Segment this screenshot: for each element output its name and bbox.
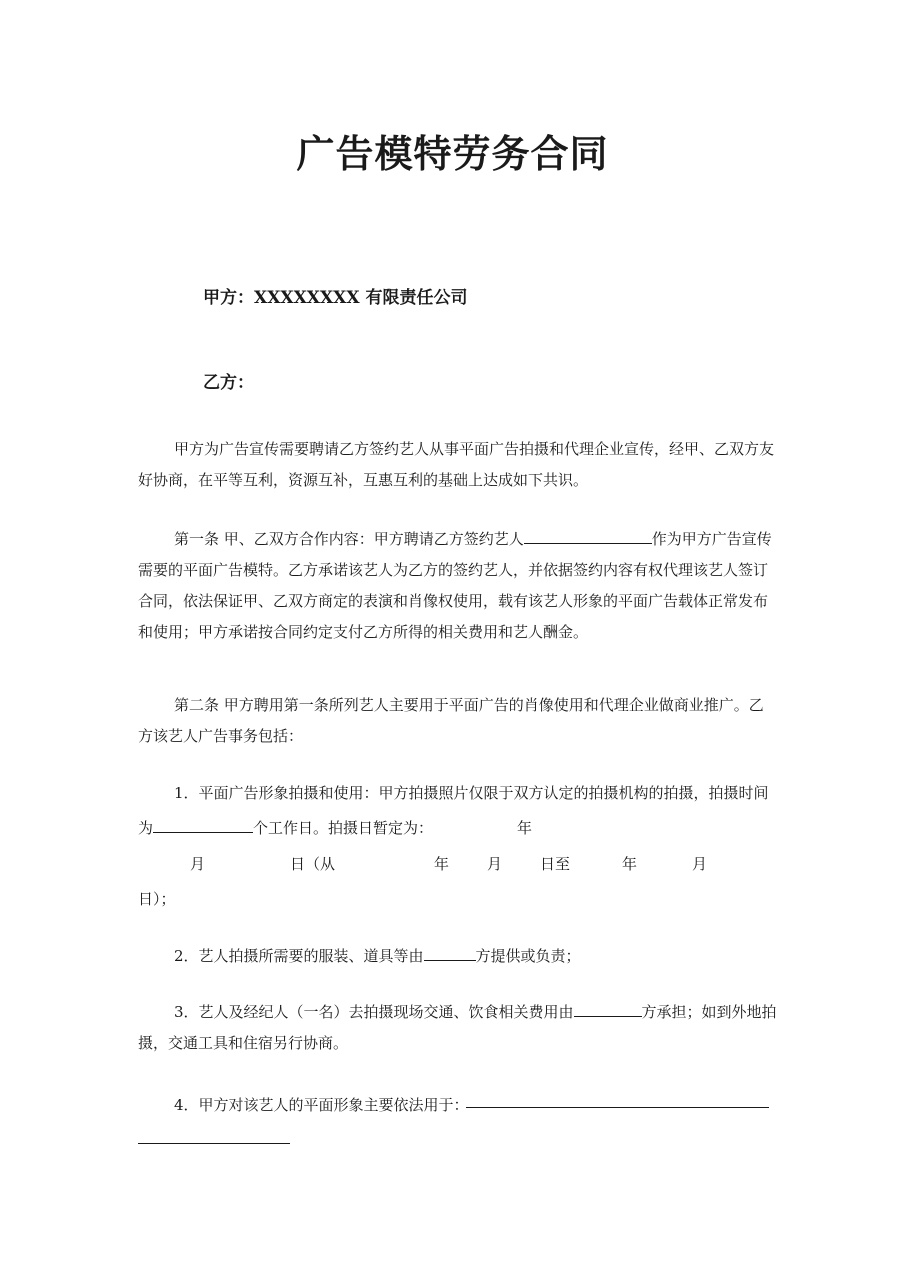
item-1-month-2: 月 [487,855,503,873]
item-3-text-after: 方承担；如到外地拍摄，交通工具和住宿另行协商。 [138,1003,777,1052]
costume-provider-blank [424,944,476,961]
item-1-day-from: 日（从 [290,855,336,873]
expense-bearer-blank [574,1000,642,1017]
item-1-month-1: 月 [190,855,206,873]
item-1-day-to: 日至 [540,855,571,873]
item-4-line: 4．甲方对该艺人的平面形象主要依法用于： [174,1096,469,1114]
usage-blank-line-1 [466,1107,769,1108]
item-2-text-before: 2．艺人拍摄所需要的服装、道具等由 [174,947,424,965]
item-1-year-3: 年 [622,855,638,873]
usage-blank-line-2 [138,1143,290,1144]
item-1-days: 个工作日。拍摄日暂定为： [253,819,434,837]
item-1-month-3: 月 [692,855,708,873]
item-3-text-before: 3．艺人及经纪人（一名）去拍摄现场交通、饮食相关费用由 [174,1003,574,1021]
document-title: 广告模特劳务合同 [296,131,609,176]
party-b: 乙方： [203,373,254,393]
article-2-paragraph: 第二条 甲方聘用第一条所列艺人主要用于平面广告的肖像使用和代理企业做商业推广。乙方该艺人广告事务包括： [138,696,764,745]
item-1-year-2: 年 [434,855,450,873]
preamble-paragraph: 甲方为广告宣传需要聘请乙方签约艺人从事平面广告拍摄和代理企业宣传，经甲、乙双方友好协商，在平等互利，资源互补，互惠互利的基础上达成如下共识。 [138,440,775,489]
item-1-year-1: 年 [517,819,533,837]
artist-name-blank [524,527,652,544]
item-2-text-after: 方提供或负责； [475,947,581,965]
item-3-paragraph [138,997,778,1059]
article-1-paragraph [138,524,778,648]
item-1-line-2 [138,813,433,844]
article-1-text-after: 作为甲方广告宣传需要的平面广告模特。乙方承诺该艺人为乙方的签约艺人，并依据签约内容有权代理该艺人签订合同，依法保证甲、乙双方商定的表演和肖像权使用，载有该艺人形象的平面广告载体正常发布和使用；甲方承诺按合同约定支付乙方所得的相关费用和艺人酬金。 [138,530,772,641]
item-1-day-end: 日）； [138,890,176,908]
party-a: 甲方：XXXXXXXX 有限责任公司 [203,288,468,308]
item-1-for: 为 [138,819,154,837]
article-1-text-before: 第一条 甲、乙双方合作内容：甲方聘请乙方签约艺人 [174,530,524,548]
item-2-line [174,941,581,972]
item-1-line-1: 1．平面广告形象拍摄和使用：甲方拍摄照片仅限于双方认定的拍摄机构的拍摄，拍摄时间 [174,784,769,802]
working-days-blank [153,816,253,833]
